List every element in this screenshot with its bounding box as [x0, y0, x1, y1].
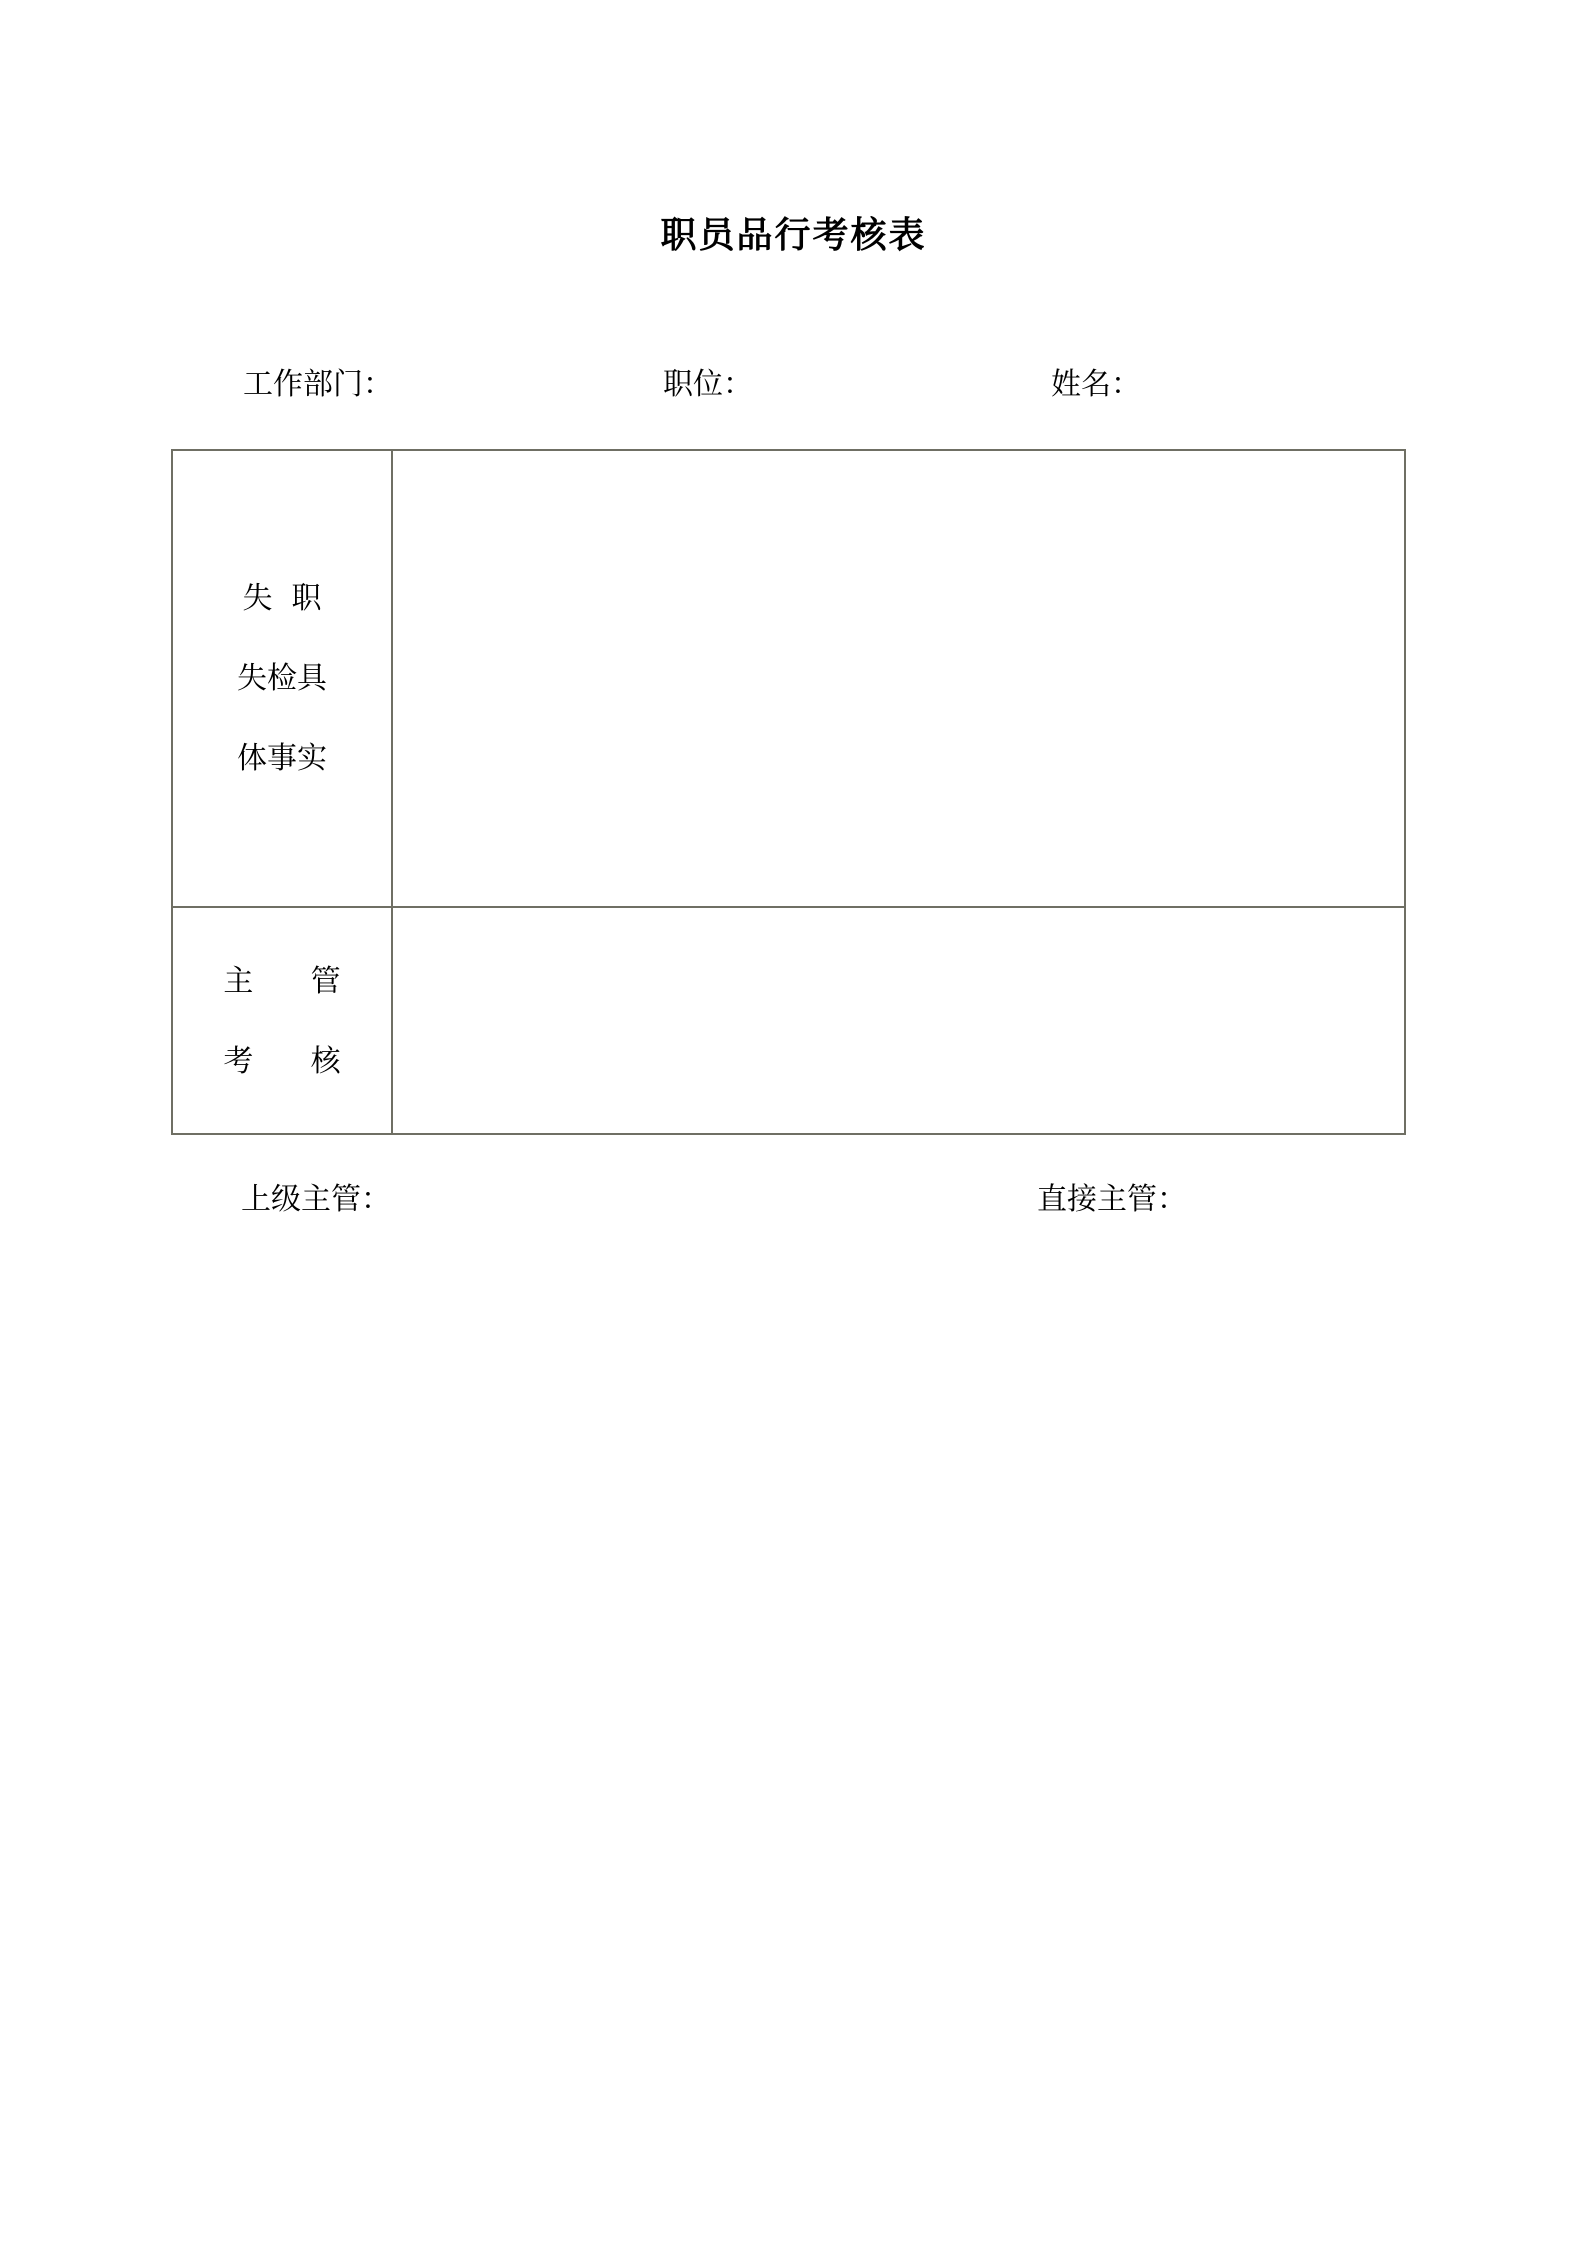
direct-supervisor-label: 直接主管：	[1037, 1182, 1187, 1217]
supervisor-label-line-1: 主 管	[223, 964, 341, 999]
misconduct-facts-label	[173, 559, 391, 799]
position-label: 职位：	[663, 367, 753, 402]
supervisor-label-line-2: 考 核	[223, 1044, 341, 1079]
assessment-table	[171, 449, 1406, 1135]
supervisor-assessment-field[interactable]	[393, 908, 1404, 1133]
name-label: 姓名：	[1051, 367, 1141, 402]
misconduct-facts-field[interactable]	[393, 451, 1404, 906]
misconduct-label-line-2: 失检具	[237, 661, 327, 696]
upper-supervisor-label: 上级主管：	[241, 1182, 391, 1217]
misconduct-label-line-3: 体事实	[237, 741, 327, 776]
department-label: 工作部门：	[243, 367, 393, 402]
supervisor-assessment-label	[173, 942, 391, 1102]
page-title: 职员品行考核表	[660, 214, 927, 256]
misconduct-label-line-1: 失 职	[242, 581, 322, 616]
